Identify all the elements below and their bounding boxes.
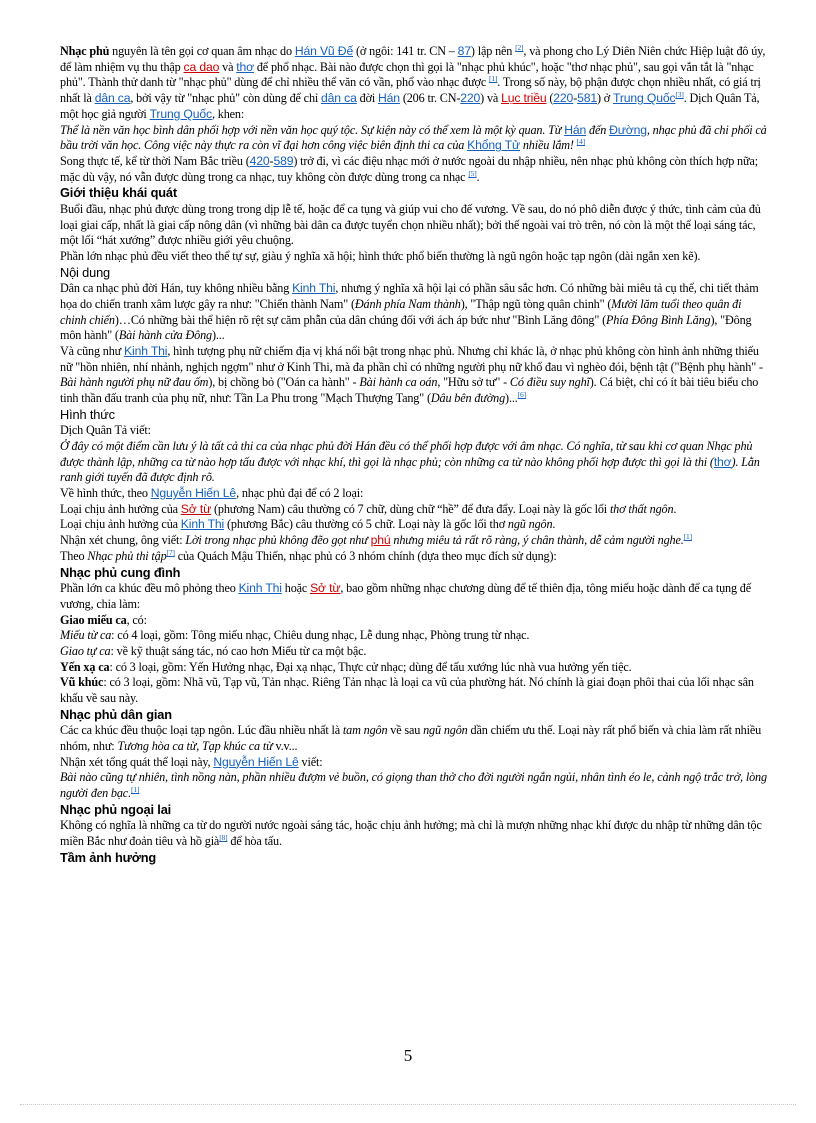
footnote-ref[interactable]: [8]	[219, 832, 228, 842]
link-trung-quoc[interactable]: Trung Quốc	[149, 106, 212, 121]
link-87[interactable]: 87	[457, 44, 471, 58]
section-heading: Nhạc phủ ngoại lai	[60, 801, 172, 817]
paragraph: Không có nghĩa là những ca từ do người nước ngoài sáng tác, hoặc chịu ảnh hưởng; mà chỉ là mượn những nhạc khí được du nhập từ những dân tộc miền Bắc như đoản tiêu và hồ già[8] để hòa tấu.	[60, 818, 762, 848]
link-han[interactable]: Hán	[378, 91, 400, 106]
page-bottom-divider	[20, 1104, 796, 1105]
paragraph: Loại chịu ảnh hưởng của Sở từ (phương Nam) câu thường có 7 chữ, dùng chữ “hề” để đưa đẩy. Loại này là gốc lối thơ thất ngôn.	[60, 501, 677, 516]
intro-paragraph: Nhạc phủ nguyên là tên gọi cơ quan âm nhạc do Hán Vũ Đế (ở ngôi: 141 tr. CN – 87) lập nên [2], và phong cho Lý Diên Niên chức Hiệp luật đô úy, để làm nhiệm vụ thu thập ca dao và thơ để phổ nhạc. Bài nào được chọn thì gọi là "nhạc phủ khúc", hoặc "thơ nhạc phủ", sau gọi vắn tắt là "nhạc phủ". Thành thử danh từ "nhạc phủ" dùng để chỉ nhiều thể văn có vần, phổ vào nhạc được [1]. Trong số này, bộ phận được chọn nhiều nhất, có giá trị nhất là dân ca, bởi vậy từ "nhạc phủ" còn dùng để chỉ dân ca đời Hán (206 tr. CN-220) và Lục triều (220-581) ở Trung Quốc[3]. Dịch Quân Tả, một học giả người Trung Quốc, khen:	[60, 43, 766, 121]
section-heading: Nhạc phủ dân gian	[60, 706, 172, 722]
paragraph: Dịch Quân Tả viết:	[60, 423, 151, 438]
link-kinh-thi[interactable]: Kinh Thi	[124, 343, 168, 358]
link-phu[interactable]: phú	[370, 533, 391, 548]
paragraph: Nhận xét chung, ông viết: Lời trong nhạc phủ không đẽo gọt như phú nhưng miêu tả rất rõ ràng, ý chân thành, dễ cảm người nghe.[1]	[60, 532, 692, 548]
paragraph: Miếu từ ca: có 4 loại, gồm: Tông miếu nhạc, Chiêu dung nhạc, Lễ dung nhạc, Phòng trung từ nhạc.	[60, 628, 530, 643]
link-kinh-thi[interactable]: Kinh Thi	[180, 517, 225, 532]
subsection-heading: Hình thức	[60, 406, 115, 422]
link-ca-dao[interactable]: ca dao	[183, 59, 220, 74]
link-kinh-thi[interactable]: Kinh Thi	[292, 281, 336, 296]
link-khong-tu[interactable]: Khổng Tử	[467, 138, 520, 153]
quote-paragraph: Ở đây có một điểm cần lưu ý là tất cả thi ca của nhạc phủ đời Hán đều có thể phối hợp được với âm nhạc. Có nghĩa, từ sau khi cơ quan Nhạc phủ được thành lập, những ca từ nào hợp tấu được với nhạc khí, thì gọi là nhạc phủ; còn những ca từ nào không phối hợp được thì gọi là thi (thơ). Lằn ranh giới tuyến đã được định rõ.	[60, 438, 760, 485]
paragraph: Giao miếu ca, có:	[60, 612, 147, 627]
paragraph: Vũ khúc: có 3 loại, gồm: Nhã vũ, Tạp vũ, Tản nhạc. Riêng Tản nhạc là loại ca vũ của phường hát. Nó chính là giai đoạn phôi thai của lối nhạc sân khấu về sau này.	[60, 675, 754, 706]
footnote-ref[interactable]: [3]	[675, 90, 684, 100]
paragraph: Các ca khúc đều thuộc loại tạp ngôn. Lúc đầu nhiều nhất là tam ngôn về sau ngũ ngôn dần chiếm ưu thế. Loại này rất phổ biến và chia làm rất nhiều nhóm, như: Tương hòa ca từ, Tạp khúc ca từ v.v...	[60, 723, 762, 753]
link-220[interactable]: 220	[553, 91, 574, 106]
link-tho[interactable]: thơ	[236, 59, 254, 74]
link-589[interactable]: 589	[273, 153, 294, 168]
paragraph: Giao tự ca: về kỹ thuật sáng tác, nó cao hơn Miếu từ ca một bậc.	[60, 643, 367, 658]
link-581[interactable]: 581	[577, 91, 597, 106]
paragraph: Loại chịu ảnh hưởng của Kinh Thi (phương Bắc) câu thường có 5 chữ. Loại này là gốc lối thơ ngũ ngôn.	[60, 517, 556, 532]
link-dan-ca[interactable]: dân ca	[321, 91, 357, 106]
link-tho[interactable]: thơ	[713, 454, 732, 469]
paragraph: Yến xạ ca: có 3 loại, gồm: Yến Hưởng nhạc, Đại xạ nhạc, Thực cử nhạc; dùng để tấu xướng lúc nhà vua hưởng yến tiệc.	[60, 659, 632, 674]
footnote-ref[interactable]: [1]	[488, 74, 498, 84]
section-heading: Nhạc phủ cung đình	[60, 564, 181, 580]
link-luc-trieu[interactable]: Lục triều	[501, 91, 547, 106]
link-han[interactable]: Hán	[564, 122, 587, 137]
subsection-heading: Nội dung	[60, 264, 111, 280]
footnote-ref[interactable]: [1]	[130, 785, 140, 795]
link-so-tu[interactable]: Sở từ	[180, 501, 212, 516]
document-body	[60, 44, 768, 866]
link-duong[interactable]: Đường	[609, 122, 647, 137]
footnote-ref[interactable]: [2]	[515, 43, 524, 52]
link-kinh-thi[interactable]: Kinh Thi	[238, 581, 282, 596]
footnote-ref[interactable]: [1]	[683, 532, 692, 542]
footnote-ref[interactable]: [6]	[517, 390, 526, 400]
section-heading: Tầm ảnh hưởng	[60, 849, 157, 865]
link-220[interactable]: 220	[460, 91, 481, 106]
link-nguyen-hien-le[interactable]: Nguyễn Hiến Lê	[150, 486, 237, 501]
paragraph: Dân ca nhạc phủ đời Hán, tuy không nhiều bằng Kinh Thi, nhưng ý nghĩa xã hội lại có phần sâu sắc hơn. Có những bài miêu tả cụ thể, chi tiết thảm họa do chiến tranh xâm lược gây ra như: "Chiến thành Nam" (Đánh phía Nam thành), "Thập ngũ tòng quân chinh" (Mười lăm tuổi theo quân đi chinh chiến)…Có những bài thể hiện rõ rệt sự căm phẫn của dân chúng đối với ách áp bức như "Bình Lăng đông" (Phía Đông Bình Lăng), "Đông môn hành" (Bài hành cửa Đông)...	[60, 281, 759, 343]
paragraph: Phần lớn ca khúc đều mô phỏng theo Kinh Thi hoặc Sở từ, bao gồm những nhạc chương dùng để tế thiên địa, tông miếu hoặc dành để ca tụng đế vương, chia làm:	[60, 581, 752, 611]
paragraph: Buổi đầu, nhạc phủ được dùng trong trong dịp lễ tế, hoặc để ca tụng và giúp vui cho đế vương. Về sau, do nó phô diễn được ý thức, tình cảm của đủ loại giai cấp, nhất là giai cấp nông dân (vì những bài dân ca được tuyển chọn nhiều nhất); bởi thế ngoài vai trò trên, nó còn là một thể loại sáng tác, một lối “hát xướng” được nhiều giới yêu chuộng.	[60, 201, 761, 248]
paragraph: Phần lớn nhạc phủ đều viết theo thể tự sự, giàu ý nghĩa xã hội; hình thức phổ biến thường là ngũ ngôn hoặc tạp ngôn (dài ngắn xen kẽ).	[60, 248, 701, 263]
page-number: 5	[403, 1046, 413, 1065]
link-trung-quoc[interactable]: Trung Quốc	[613, 91, 676, 106]
section-heading: Giới thiệu khái quát	[60, 185, 178, 201]
paragraph: Song thực tế, kể từ thời Nam Bắc triều (420-589) trở đi, vì các điệu nhạc mới ở nước ngoài du nhập nhiều, nên nhạc phủ không còn thích hợp nữa; mặc dù vậy, nó vẫn được dùng trong ca nhạc, tuy không còn được dùng trong ca nhạc [5].	[60, 153, 758, 184]
footnote-ref[interactable]: [5]	[468, 168, 477, 178]
footnote-ref[interactable]: [7]	[166, 547, 175, 557]
quote-dich-quan-ta: Thể là nền văn học bình dân phối hợp với nền văn học quý tộc. Sự kiện này có thể xem là một kỳ quan. Từ Hán đến Đường, nhạc phủ đã chi phối cả bầu trời văn học. Công việc này thực ra còn vĩ đại hơn công việc biên định thi ca của Khổng Tử nhiều lắm! [4]	[60, 122, 767, 153]
footnote-ref[interactable]: [4]	[576, 137, 586, 147]
link-han-vu-de[interactable]: Hán Vũ Đế	[294, 44, 354, 58]
paragraph: Về hình thức, theo Nguyễn Hiến Lê, nhạc phủ đại để có 2 loại:	[60, 486, 364, 501]
link-so-tu[interactable]: Sở từ	[310, 581, 341, 596]
quote-paragraph: Bài nào cũng tự nhiên, tình nồng nàn, phần nhiều đượm vẻ buồn, có giọng than thở cho đời người ngắn ngủi, nhân tình éo le, cảnh ngộ trắc trở, lòng người đen bạc.[1]	[60, 770, 767, 801]
paragraph: Theo Nhạc phủ thi tập[7] của Quách Mậu Thiến, nhạc phủ có 3 nhóm chính (dựa theo mục đích sử dụng):	[60, 547, 557, 563]
paragraph: Và cũng như Kinh Thi, hình tượng phụ nữ chiếm địa vị khá nổi bật trong nhạc phủ. Nhưng chỉ khác là, ở nhạc phủ không còn hình ảnh những thiếu nữ "hồn nhiên, nhí nhảnh, nghịch ngợm" như ở Kinh Thi, mà đa phần chỉ có những người phụ nữ khổ đau vì nghèo đói, bệnh tật ("Bệnh phụ hành" - Bài hành người phụ nữ đau ốm), bị chồng bỏ ("Oán ca hành" - Bài hành ca oán, "Hữu sở tư" - Có điều suy nghĩ). Cá biệt, chỉ có ít bài tiêu biểu cho tinh thần đấu tranh của phụ nữ, như: Tần La Phu trong "Mạch Thượng Tang" (Dâu bên đường)...[6]	[60, 343, 763, 406]
link-nguyen-hien-le[interactable]: Nguyễn Hiến Lê	[213, 754, 299, 769]
link-420[interactable]: 420	[249, 153, 270, 168]
link-dan-ca[interactable]: dân ca	[94, 91, 131, 106]
paragraph: Nhận xét tổng quát thể loại này, Nguyễn Hiến Lê viết:	[60, 754, 323, 769]
